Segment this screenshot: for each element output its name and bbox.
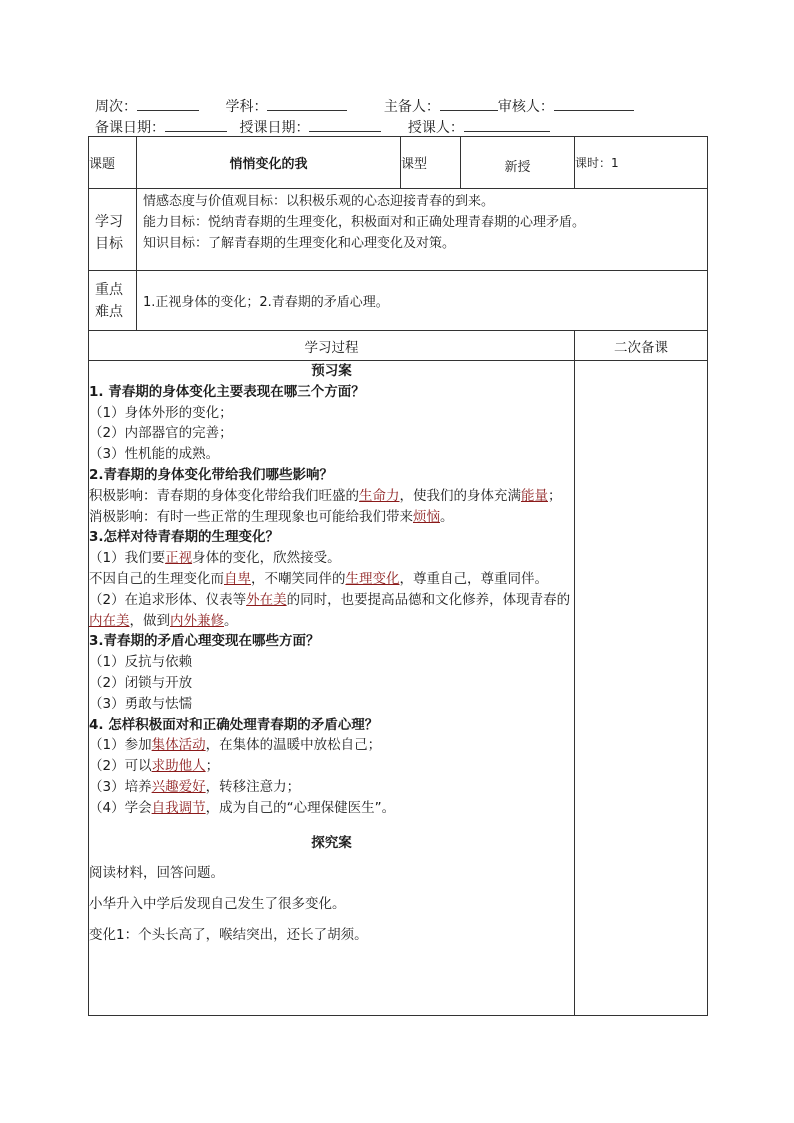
keyword: 正视	[165, 550, 193, 567]
spacer	[89, 915, 574, 925]
week-blank[interactable]	[137, 98, 199, 111]
q1-item: （2）内部器官的完善；	[89, 425, 233, 442]
objective-emotion: 情感态度与价值观目标：以积极乐观的心态迎接青春的到来。	[143, 194, 495, 209]
q1-item: （3）性机能的成熟。	[89, 446, 220, 463]
q4-item: （1）反抗与依赖	[89, 654, 193, 671]
spacer	[89, 819, 574, 833]
explore-material: 小华升入中学后发现自己发生了很多变化。	[89, 896, 346, 913]
keyword: 集体活动	[151, 737, 206, 754]
q4-item: （2）闭锁与开放	[89, 674, 193, 691]
subject-label: 学科：	[225, 99, 268, 115]
keyword: 能量	[521, 487, 548, 504]
keypoints-row	[89, 271, 708, 331]
topic-value: 悄悄变化的我	[137, 137, 401, 189]
keyword: 生理变化	[345, 570, 400, 587]
objectives-row	[89, 189, 708, 271]
keyword: 内外兼修	[170, 612, 224, 629]
keypoints-value: 1.正视身体的变化；2.青春期的矛盾心理。	[137, 271, 708, 331]
reviewer-blank[interactable]	[554, 98, 634, 111]
type-label: 课型	[401, 137, 461, 189]
q4-item: （3）勇敢与怯懦	[89, 695, 193, 712]
spacer	[89, 884, 574, 894]
keyword: 内在美	[89, 612, 130, 629]
q5-item: （3）培养兴趣爱好，转移注意力；	[89, 778, 301, 795]
objectives-content	[137, 189, 708, 271]
prep-date-blank[interactable]	[165, 119, 227, 132]
objective-knowledge: 知识目标：了解青春期的生理变化和心理变化及对策。	[143, 236, 456, 251]
lesson-plan-table	[88, 136, 708, 1016]
teacher-blank[interactable]	[464, 119, 550, 132]
keypoints-label: 重点难点	[89, 271, 137, 331]
process-body-row	[89, 361, 708, 1016]
preview-title: 预习案	[311, 363, 352, 379]
secondary-prep-area[interactable]	[575, 361, 708, 1016]
header-line-2	[95, 117, 550, 137]
prep-date-label: 备课日期：	[95, 120, 165, 136]
preparer-label: 主备人：	[383, 99, 440, 115]
process-header-row	[89, 331, 708, 361]
q3-answer-2: 不因自己的生理变化而自卑，不嘲笑同伴的生理变化，尊重自己，尊重同伴。	[89, 570, 548, 587]
keyword: 自卑	[224, 570, 251, 587]
q5-item: （4）学会自我调节，成为自己的“心理保健医生”。	[89, 799, 396, 816]
hours-cell: 课时：1	[575, 137, 708, 189]
keyword: 自我调节	[151, 799, 206, 816]
question-5: 4. 怎样积极面对和正确处理青春期的矛盾心理？	[89, 716, 379, 733]
keyword: 外在美	[246, 591, 287, 608]
topic-label: 课题	[89, 137, 137, 189]
q5-item: （2）可以求助他人；	[89, 758, 220, 775]
question-4: 3.青春期的矛盾心理变现在哪些方面？	[89, 633, 320, 650]
q1-item: （1）身体外形的变化；	[89, 404, 233, 421]
secondary-prep-header: 二次备课	[575, 331, 708, 361]
objectives-label: 学习目标	[89, 189, 137, 271]
keyword: 兴趣爱好	[151, 778, 206, 795]
q3-answer-3: （2）在追求形体、仪表等外在美的同时，也要提高品德和文化修养，体现青春的内在美，做到内外兼修。	[89, 591, 571, 629]
keyword: 烦恼	[413, 508, 440, 525]
keyword: 生命力	[359, 487, 400, 504]
explore-instruction: 阅读材料，回答问题。	[89, 865, 224, 882]
q2-negative: 消极影响：有时一些正常的生理现象也可能给我们带来烦恼。	[89, 508, 454, 525]
objective-ability: 能力目标：悦纳青春期的生理变化，积极面对和正确处理青春期的心理矛盾。	[143, 215, 586, 230]
question-2: 2.青春期的身体变化带给我们哪些影响？	[89, 466, 334, 483]
question-1: 1. 青春期的身体变化主要表现在哪三个方面？	[89, 383, 365, 400]
topic-row	[89, 137, 708, 189]
subject-blank[interactable]	[267, 98, 347, 111]
keyword: 求助他人	[151, 758, 206, 775]
q5-item: （1）参加集体活动，在集体的温暖中放松自己；	[89, 737, 382, 754]
header-line-1	[95, 96, 634, 116]
week-label: 周次：	[95, 99, 137, 115]
teach-date-blank[interactable]	[309, 119, 381, 132]
process-header: 学习过程	[89, 331, 575, 361]
question-3: 3.怎样对待青春期的生理变化？	[89, 529, 280, 546]
preparer-blank[interactable]	[440, 98, 498, 111]
explore-change-1: 变化1：个头长高了，喉结突出，还长了胡须。	[89, 926, 368, 943]
explore-title: 探究案	[311, 834, 352, 851]
teach-date-label: 授课日期：	[239, 120, 310, 136]
spacer	[89, 853, 574, 863]
q2-positive: 积极影响：青春期的身体变化带给我们旺盛的生命力，使我们的身体充满能量；	[89, 487, 562, 504]
q3-answer-1: （1）我们要正视身体的变化，欣然接受。	[89, 550, 341, 567]
process-content	[89, 361, 575, 1016]
reviewer-label: 审核人：	[497, 99, 554, 115]
type-value: 新授	[461, 137, 575, 189]
teacher-label: 授课人：	[407, 120, 464, 136]
